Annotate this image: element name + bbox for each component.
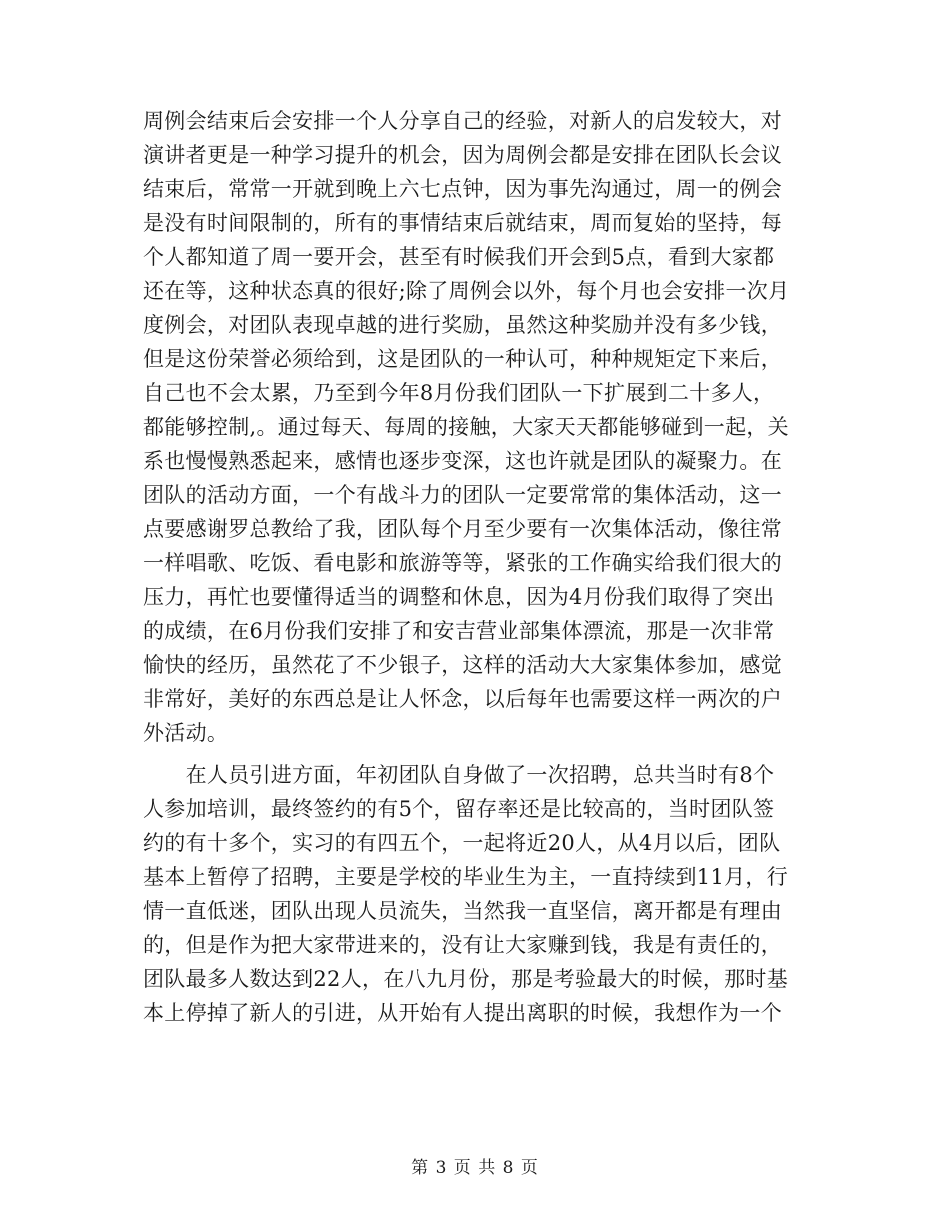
- text-line: 愉快的经历，虽然花了不少银子，这样的活动大大家集体参加，感觉: [143, 653, 782, 677]
- text-line: 但是这份荣誉必须给到，这是团队的一种认可，种种规矩定下来后，: [143, 347, 782, 371]
- text-line: 情一直低迷，团队出现人员流失，当然我一直坚信，离开都是有理由: [143, 899, 782, 923]
- paragraph-1: [143, 104, 803, 750]
- document-body: [143, 104, 803, 1030]
- paragraph-2: [143, 758, 803, 1030]
- text-line: 一样唱歌、吃饭、看电影和旅游等等，紧张的工作确实给我们很大的: [143, 551, 782, 575]
- text-line: 是没有时间限制的，所有的事情结束后就结束，周而复始的坚持，每: [143, 211, 782, 235]
- page-number-footer: 第 3 页 共 8 页: [411, 1158, 539, 1178]
- text-line: 周例会结束后会安排一个人分享自己的经验，对新人的启发较大，对: [143, 109, 782, 133]
- text-line: 压力，再忙也要懂得适当的调整和休息，因为4月份我们取得了突出: [143, 585, 775, 609]
- text-line: 外活动。: [143, 721, 229, 745]
- text-line: 本上停掉了新人的引进，从开始有人提出离职的时候，我想作为一个: [143, 1001, 782, 1025]
- text-line: 的，但是作为把大家带进来的，没有让大家赚到钱，我是有责任的，: [143, 933, 782, 957]
- text-line: 约的有十多个，实习的有四五个，一起将近20人，从4月以后，团队: [143, 831, 781, 855]
- text-line: 都能够控制,。通过每天、每周的接触，大家天天都能够碰到一起，关: [143, 415, 789, 439]
- text-line: 点要感谢罗总教给了我，团队每个月至少要有一次集体活动，像往常: [143, 517, 782, 541]
- text-line: 个人都知道了周一要开会，甚至有时候我们开会到5点，看到大家都: [143, 245, 775, 269]
- text-line: 系也慢慢熟悉起来，感情也逐步变深，这也许就是团队的凝聚力。在: [143, 449, 782, 473]
- text-line: 度例会，对团队表现卓越的进行奖励，虽然这种奖励并没有多少钱，: [143, 313, 782, 337]
- text-line: 非常好，美好的东西总是让人怀念，以后每年也需要这样一两次的户: [143, 687, 782, 711]
- paragraph-gap: [143, 750, 803, 758]
- text-line: 团队的活动方面，一个有战斗力的团队一定要常常的集体活动，这一: [143, 483, 782, 507]
- text-line: 演讲者更是一种学习提升的机会，因为周例会都是安排在团队长会议: [143, 143, 782, 167]
- text-line: 自己也不会太累，乃至到今年8月份我们团队一下扩展到二十多人，: [143, 381, 775, 405]
- text-line: 在人员引进方面，年初团队自身做了一次招聘，总共当时有8个: [143, 763, 775, 787]
- text-line: 还在等，这种状态真的很好;除了周例会以外，每个月也会安排一次月: [143, 279, 790, 303]
- text-line: 团队最多人数达到22人，在八九月份，那是考验最大的时候，那时基: [143, 967, 789, 991]
- text-line: 人参加培训，最终签约的有5个，留存率还是比较高的，当时团队签: [143, 797, 775, 821]
- text-line: 基本上暂停了招聘，主要是学校的毕业生为主，一直持续到11月，行: [143, 865, 789, 889]
- text-line: 结束后，常常一开就到晚上六七点钟，因为事先沟通过，周一的例会: [143, 177, 782, 201]
- text-line: 的成绩，在6月份我们安排了和安吉营业部集体漂流，那是一次非常: [143, 619, 775, 643]
